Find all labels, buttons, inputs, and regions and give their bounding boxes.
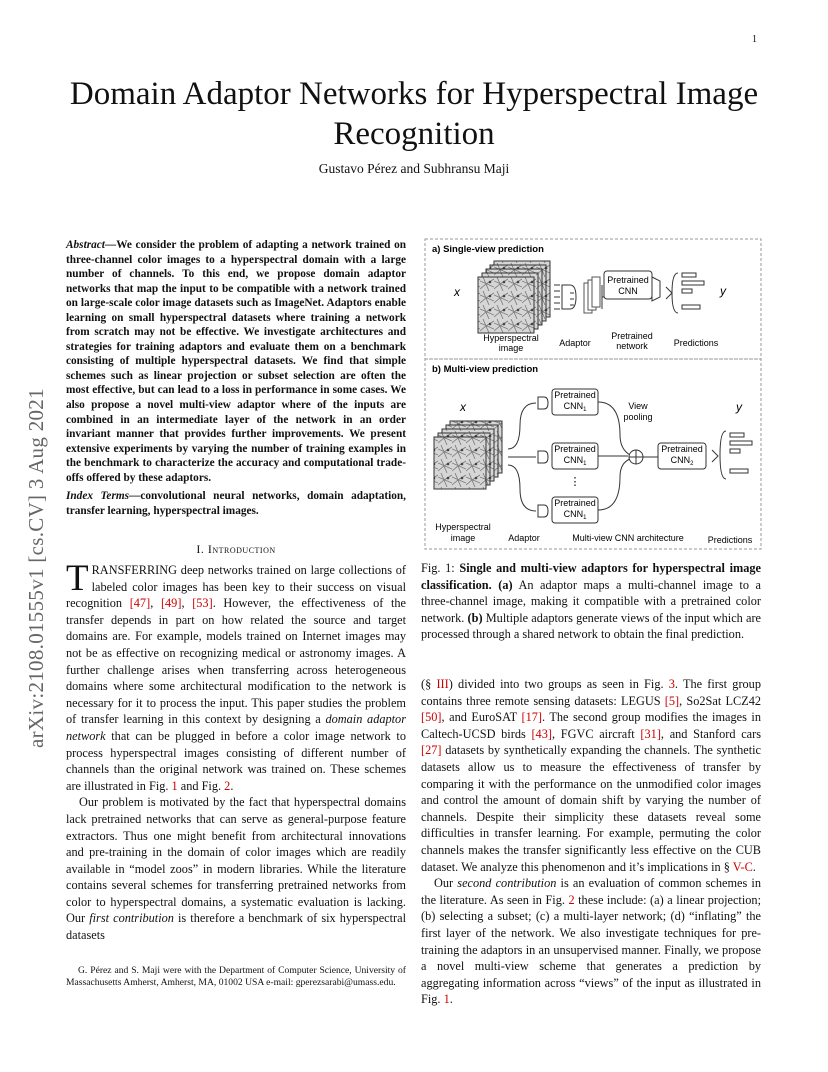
cnn-label-a: CNN (618, 286, 638, 296)
figure-link[interactable]: 3 (668, 677, 675, 691)
page-number: 1 (752, 34, 757, 45)
pretrained-label-b3: Pretrained (554, 498, 596, 508)
citation-link[interactable]: [5] (664, 693, 680, 708)
pretrained-label-b1: Pretrained (554, 390, 596, 400)
hyperspectral-label: Hyperspectral (483, 333, 539, 343)
hyperspectral-stack-icon-b (434, 421, 502, 489)
right-column-text (421, 676, 761, 1008)
view-label: View (628, 401, 648, 411)
figure-link[interactable]: 2 (568, 892, 575, 907)
citation-link[interactable]: [49] (160, 596, 182, 611)
predictions-bars-icon (666, 273, 704, 313)
panel-a-title: a) Single-view prediction (432, 244, 544, 255)
image-label-b: image (450, 533, 476, 543)
adaptor-icon (554, 285, 576, 309)
intro-paragraph-2: Our problem is motivated by the fact that hyperspectral domains lack pretrained networks that can serve as general-purpose feature extractors. Thus one might benefit from architectural innovations and pre-training in the domain of color images which are readily available in “model zoos” in modern libraries. While the literature contains several schemes for transferring pretrained networks from color to hyperspectral domains, a systematic evaluation is lacking. Our first contribution is therefore a benchmark of six hyperspectral datasets (66, 795, 407, 943)
cnn2-label: $CNN_2$ (670, 455, 694, 467)
title-line-1: Domain Adaptor Networks for Hyperspectral Image (69, 76, 759, 112)
adaptor-label: Adaptor (559, 338, 591, 348)
figure-link[interactable]: 2 (224, 778, 231, 793)
right-paragraph-2: Our second contribution is an evaluation of common schemes in the literature. As seen in Fig. 2 these include: (a) a linear projection; (b) selecting a subset; (c) a multi-layer network; (d) “inflating” the first layer of the network. We also investigate techniques for pre-training the adaptors in an unsupervised manner. Finally, we propose a novel multi-view scheme that generates a prediction by aggregating information across “views” of the input as illustrated in Fig. 1. (421, 876, 761, 1007)
figure-caption: Fig. 1: Single and multi-view adaptors for hyperspectral image classification. (a) An adaptor maps a multi-channel image to a three-channel image, making it compatible with a pretrained color network. (b) Multiple adaptors generate views of the input which are processed through a shared network to obtain the final prediction. (421, 561, 761, 642)
citation-link[interactable]: [17] (521, 710, 542, 725)
output-y-label-b: y (736, 400, 742, 414)
adaptor-label-b: Adaptor (508, 533, 540, 543)
cnn1-label-top: $CNN_1$ (563, 401, 587, 413)
pooling-label: pooling (623, 412, 653, 422)
section-heading: I. Introduction (196, 542, 276, 556)
drop-cap: T (66, 558, 89, 599)
paper-title (40, 74, 788, 154)
adaptor-icons-b (538, 397, 548, 517)
abstract (66, 238, 406, 485)
authors: Gustavo Pérez and Subhransu Maji (318, 161, 510, 176)
predictions-label-b: Predictions (707, 535, 753, 545)
citation-link[interactable]: [47] (129, 596, 151, 611)
input-x-label-b: x (460, 400, 466, 414)
figure-1 (424, 235, 762, 553)
multiview-architecture-label: Multi-view CNN architecture (572, 533, 684, 543)
index-terms-text: —convolutional neural networks, domain adaptation, transfer learning, hyperspectral images. (66, 490, 406, 517)
predictions-bars-icon-b (712, 431, 752, 479)
intro-paragraph-1: TRANSFERRING deep networks trained on large collections of labeled color images has been key to their success on visual recognition [47], [49], [53]. However, the effectiveness of the transfer depends in part on how related the source and target domains are. For example, models trained on Internet images may not be as effective on recognizing medical or astronomy images. A further challenge arises when transferring across heterogeneous domains where some architectural modification to the network is necessary for it to process the input. This paper studies the problem of transfer learning in this context by designing a domain adaptor network that can be plugged in before a color image network to process hyperspectral images consisting of different number of channels than the original network was trained on. These schemes are illustrated in Fig. 1 and Fig. 2. (66, 558, 407, 793)
introduction-text (66, 558, 407, 944)
hyperspectral-stack-icon (478, 261, 550, 333)
pretrained-label-a: Pretrained (607, 275, 649, 285)
citation-link[interactable]: [50] (421, 710, 442, 725)
branch-arrows (508, 403, 536, 511)
section-link[interactable]: V-C (732, 859, 753, 874)
pretrained-label-b4: Pretrained (661, 444, 703, 454)
right-paragraph-1: (§ III) divided into two groups as seen in Fig. 3. The first group contains three remote sensing datasets: LEGUS [5], So2Sat LCZ42 [50], and EuroSAT [17]. The second group modifies the images in Caltech-UCSD birds [43], FGVC aircraft [31], and Stanford cars [27] datasets by synthetically expanding the channels. The synthetic datasets allow us to measure the effectiveness of transfer by comparing it with the performance on the unmodified color images and control the amount of domain shift by varying the number of channels. Despite their simplicity these datasets reveal some difficulties in transfer learning. For example, permuting the color channels makes the transfer significantly less effective on the CUB dataset. We analyze this phenomenon and it’s implications in § V-C. (421, 677, 761, 874)
output-y-label: y (720, 284, 726, 298)
input-x-label: x (454, 285, 460, 299)
vertical-dots-icon: ⋮ (569, 476, 581, 488)
network-label: network (616, 341, 648, 351)
panel-b-title: b) Multi-view prediction (432, 364, 539, 375)
index-terms-label: Index Terms (66, 490, 130, 502)
section-link[interactable]: III (436, 677, 449, 691)
index-terms (66, 489, 406, 518)
footnote: G. Pérez and S. Maji were with the Department of Computer Science, University of Massachusetts Amherst, Amherst, MA, 01002 USA e-mail: gperezsarabi@umass.edu. (66, 965, 406, 989)
cnn1-label-bottom: $CNN_1$ (563, 509, 587, 521)
figure-diagram (424, 235, 762, 553)
abstract-label: Abstract (66, 239, 105, 251)
arxiv-stamp: arXiv:2108.01555v1 [cs.CV] 3 Aug 2021 (24, 388, 48, 748)
citation-link[interactable]: [43] (531, 726, 552, 741)
citation-link[interactable]: [27] (421, 743, 442, 758)
cnn1-label-mid: $CNN_1$ (563, 455, 587, 467)
citation-link[interactable]: [53] (192, 596, 213, 611)
section-title: Introduction (207, 542, 276, 556)
abstract-text: —We consider the problem of adapting a network trained on three-channel color images to a hyperspectral domain with a large number of channels. To this end, we propose domain adaptor networks that map the input to be compatible with a network trained on large-scale color image datasets such as ImageNet. Adaptors enable learning on small hyperspectral datasets where training a network from scratch may not be effective. We investigate architectures and strategies for training adaptors and evaluate them on a benchmark consisting of multiple hyperspectral datasets. We find that simple schemes such as linear projection or subset selection are often the most effective, but can lead to a loss in performance in some cases. We also propose a novel multi-view adaptor where of the inputs are combined in an intermediate layer of the network in an order invariant manner that provides further improvements. We present extensive experiments by varying the number of training examples in the benchmark to characterize the accuracy and computational trade-offs offered by these adaptors. (66, 239, 406, 484)
predictions-label-a: Predictions (673, 338, 719, 348)
figure-link[interactable]: 1 (443, 992, 450, 1007)
pretrained-network-label: Pretrained (611, 331, 653, 341)
pretrained-label-b2: Pretrained (554, 444, 596, 454)
figure-link[interactable]: 1 (171, 778, 178, 793)
title-line-2: Recognition (333, 116, 495, 152)
image-label: image (498, 343, 524, 353)
hyperspectral-label-b: Hyperspectral (435, 522, 491, 532)
citation-link[interactable]: [31] (640, 726, 661, 741)
rgb-channels-icon (584, 277, 600, 313)
